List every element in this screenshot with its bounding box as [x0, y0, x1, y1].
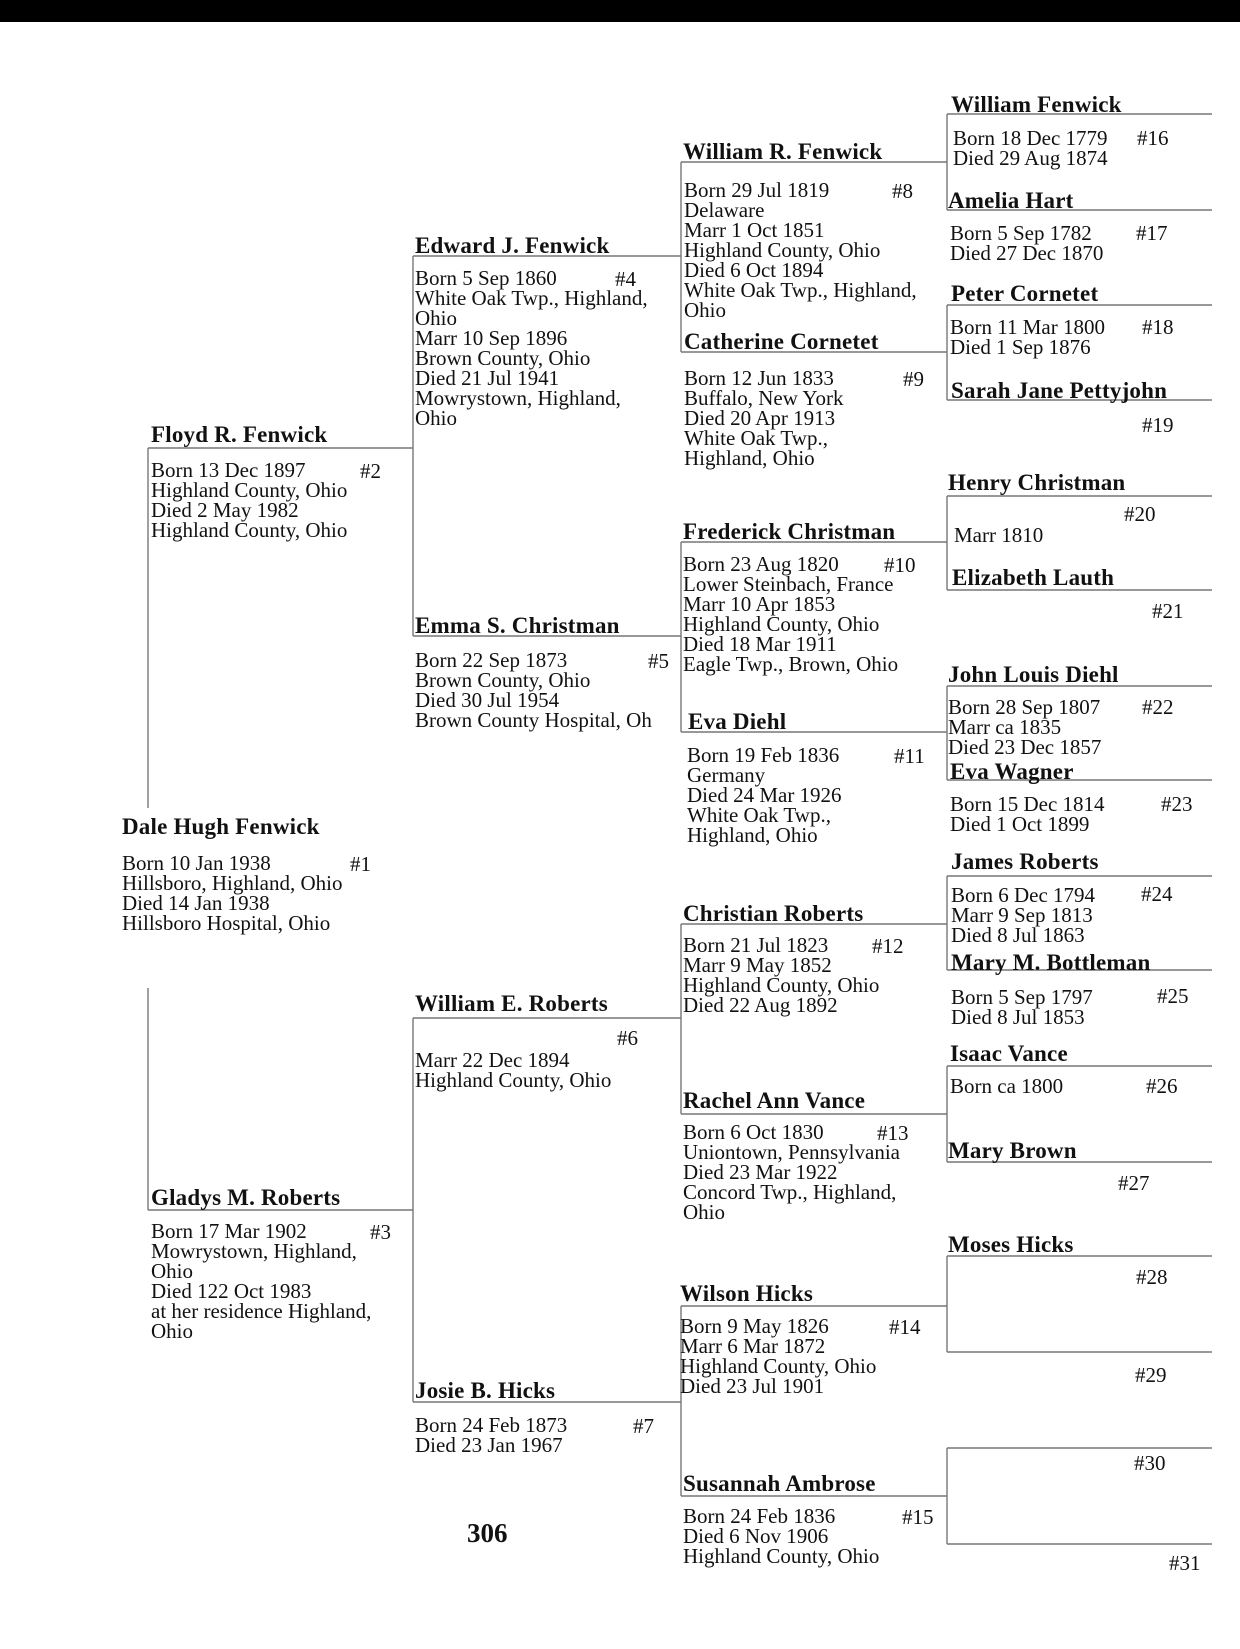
person-25-name: Mary M. Bottleman	[951, 950, 1151, 975]
person-19-name: Sarah Jane Pettyjohn	[951, 378, 1168, 403]
person-26-name: Isaac Vance	[950, 1041, 1068, 1066]
person-18-details: Born 11 Mar 1800 Died 1 Sep 1876	[950, 315, 1105, 359]
person-6-name: William E. Roberts	[415, 991, 608, 1016]
person-1-number: #1	[350, 852, 371, 876]
person-19-number: #19	[1142, 413, 1174, 437]
person-16-number: #16	[1137, 126, 1169, 150]
person-20-number: #20	[1124, 502, 1156, 526]
person-28-number: #28	[1136, 1265, 1168, 1289]
person-17-details: Born 5 Sep 1782 Died 27 Dec 1870	[950, 221, 1104, 265]
person-16-name: William Fenwick	[951, 92, 1122, 117]
person-7-number: #7	[633, 1414, 654, 1438]
person-7-name: Josie B. Hicks	[415, 1378, 556, 1403]
person-3-details: Born 17 Mar 1902 Mowrystown, Highland, Ohio Died 122 Oct 1983 at her residence Highland, Ohio	[151, 1219, 372, 1343]
person-15-details: Born 24 Feb 1836 Died 6 Nov 1906 Highland County, Ohio	[683, 1504, 880, 1568]
person-6-details: Marr 22 Dec 1894 Highland County, Ohio	[415, 1048, 612, 1092]
person-26-number: #26	[1146, 1074, 1178, 1098]
person-9-number: #9	[903, 367, 924, 391]
person-29-number: #29	[1135, 1363, 1167, 1387]
person-25-number: #25	[1157, 984, 1189, 1008]
person-22-number: #22	[1142, 695, 1174, 719]
person-27-number: #27	[1118, 1171, 1150, 1195]
person-2-name: Floyd R. Fenwick	[151, 422, 328, 447]
person-13-name: Rachel Ann Vance	[683, 1088, 866, 1113]
person-23-details: Born 15 Dec 1814 Died 1 Oct 1899	[950, 792, 1105, 836]
person-12-name: Christian Roberts	[683, 901, 864, 926]
person-13-details: Born 6 Oct 1830 Uniontown, Pennsylvania Died 23 Mar 1922 Concord Twp., Highland, Ohio	[683, 1120, 900, 1224]
person-23-number: #23	[1161, 792, 1193, 816]
person-21-name: Elizabeth Lauth	[952, 565, 1115, 590]
person-30-number: #30	[1134, 1451, 1166, 1475]
person-21-number: #21	[1152, 599, 1184, 623]
person-11-number: #11	[894, 744, 925, 768]
person-20-details: Marr 1810	[954, 523, 1044, 547]
person-6-number: #6	[617, 1026, 638, 1050]
person-14-details: Born 9 May 1826 Marr 6 Mar 1872 Highland County, Ohio Died 23 Jul 1901	[680, 1314, 877, 1398]
person-5-name: Emma S. Christman	[415, 613, 620, 638]
person-3-name: Gladys M. Roberts	[151, 1185, 341, 1210]
person-10-details: Born 23 Aug 1820 Lower Steinbach, France Marr 10 Apr 1853 Highland County, Ohio Died 18 Mar 1911 Eagle Twp., Brown, Ohio	[683, 552, 899, 676]
person-13-number: #13	[877, 1121, 909, 1145]
person-12-number: #12	[872, 934, 904, 958]
person-14-number: #14	[889, 1315, 921, 1339]
person-1-name: Dale Hugh Fenwick	[122, 814, 320, 839]
person-18-number: #18	[1142, 315, 1174, 339]
person-11-name: Eva Diehl	[688, 709, 787, 734]
person-27-name: Mary Brown	[948, 1138, 1077, 1163]
person-4-name: Edward J. Fenwick	[415, 233, 610, 258]
person-4-number: #4	[615, 267, 636, 291]
person-25-details: Born 5 Sep 1797 Died 8 Jul 1853	[951, 985, 1093, 1029]
person-24-details: Born 6 Dec 1794 Marr 9 Sep 1813 Died 8 Jul 1863	[951, 883, 1096, 947]
person-24-name: James Roberts	[951, 849, 1099, 874]
person-22-name: John Louis Diehl	[948, 662, 1119, 687]
person-10-number: #10	[884, 553, 916, 577]
person-8-name: William R. Fenwick	[683, 139, 883, 164]
person-18-name: Peter Cornetet	[951, 281, 1099, 306]
person-7-details: Born 24 Feb 1873 Died 23 Jan 1967	[415, 1413, 568, 1457]
person-14-name: Wilson Hicks	[680, 1281, 813, 1306]
person-5-number: #5	[648, 649, 669, 673]
person-8-details: Born 29 Jul 1819 Delaware Marr 1 Oct 1851 Highland County, Ohio Died 6 Oct 1894 White Oak Twp., Highland, Ohio	[684, 178, 917, 322]
person-24-number: #24	[1141, 882, 1173, 906]
person-2-number: #2	[360, 459, 381, 483]
person-8-number: #8	[892, 179, 913, 203]
person-31-number: #31	[1169, 1551, 1201, 1575]
person-9-details: Born 12 Jun 1833 Buffalo, New York Died 20 Apr 1913 White Oak Twp., Highland, Ohio	[684, 366, 844, 470]
person-3-number: #3	[370, 1220, 391, 1244]
person-17-number: #17	[1136, 221, 1168, 245]
person-23-name: Eva Wagner	[950, 759, 1074, 784]
person-2-details: Born 13 Dec 1897 Highland County, Ohio Died 2 May 1982 Highland County, Ohio	[151, 458, 348, 542]
person-26-details: Born ca 1800	[950, 1074, 1064, 1098]
person-4-details: Born 5 Sep 1860 White Oak Twp., Highland, Ohio Marr 10 Sep 1896 Brown County, Ohio Died 21 Jul 1941 Mowrystown, Highland, Ohio	[415, 266, 648, 430]
person-17-name: Amelia Hart	[948, 188, 1074, 213]
page-number: 306	[467, 1518, 508, 1548]
person-15-name: Susannah Ambrose	[683, 1471, 876, 1496]
person-10-name: Frederick Christman	[683, 519, 896, 544]
person-28-name: Moses Hicks	[948, 1232, 1074, 1257]
person-22-details: Born 28 Sep 1807 Marr ca 1835 Died 23 Dec 1857	[948, 695, 1102, 759]
person-20-name: Henry Christman	[948, 470, 1126, 495]
person-15-number: #15	[902, 1505, 934, 1529]
person-12-details: Born 21 Jul 1823 Marr 9 May 1852 Highland County, Ohio Died 22 Aug 1892	[683, 933, 880, 1017]
person-9-name: Catherine Cornetet	[684, 329, 879, 354]
person-1-details: Born 10 Jan 1938 Hillsboro, Highland, Ohio Died 14 Jan 1938 Hillsboro Hospital, Ohio	[122, 851, 343, 935]
person-16-details: Born 18 Dec 1779 Died 29 Aug 1874	[953, 126, 1108, 170]
person-11-details: Born 19 Feb 1836 Germany Died 24 Mar 1926 White Oak Twp., Highland, Ohio	[687, 743, 842, 847]
person-5-details: Born 22 Sep 1873 Brown County, Ohio Died 30 Jul 1954 Brown County Hospital, Oh	[415, 648, 652, 732]
